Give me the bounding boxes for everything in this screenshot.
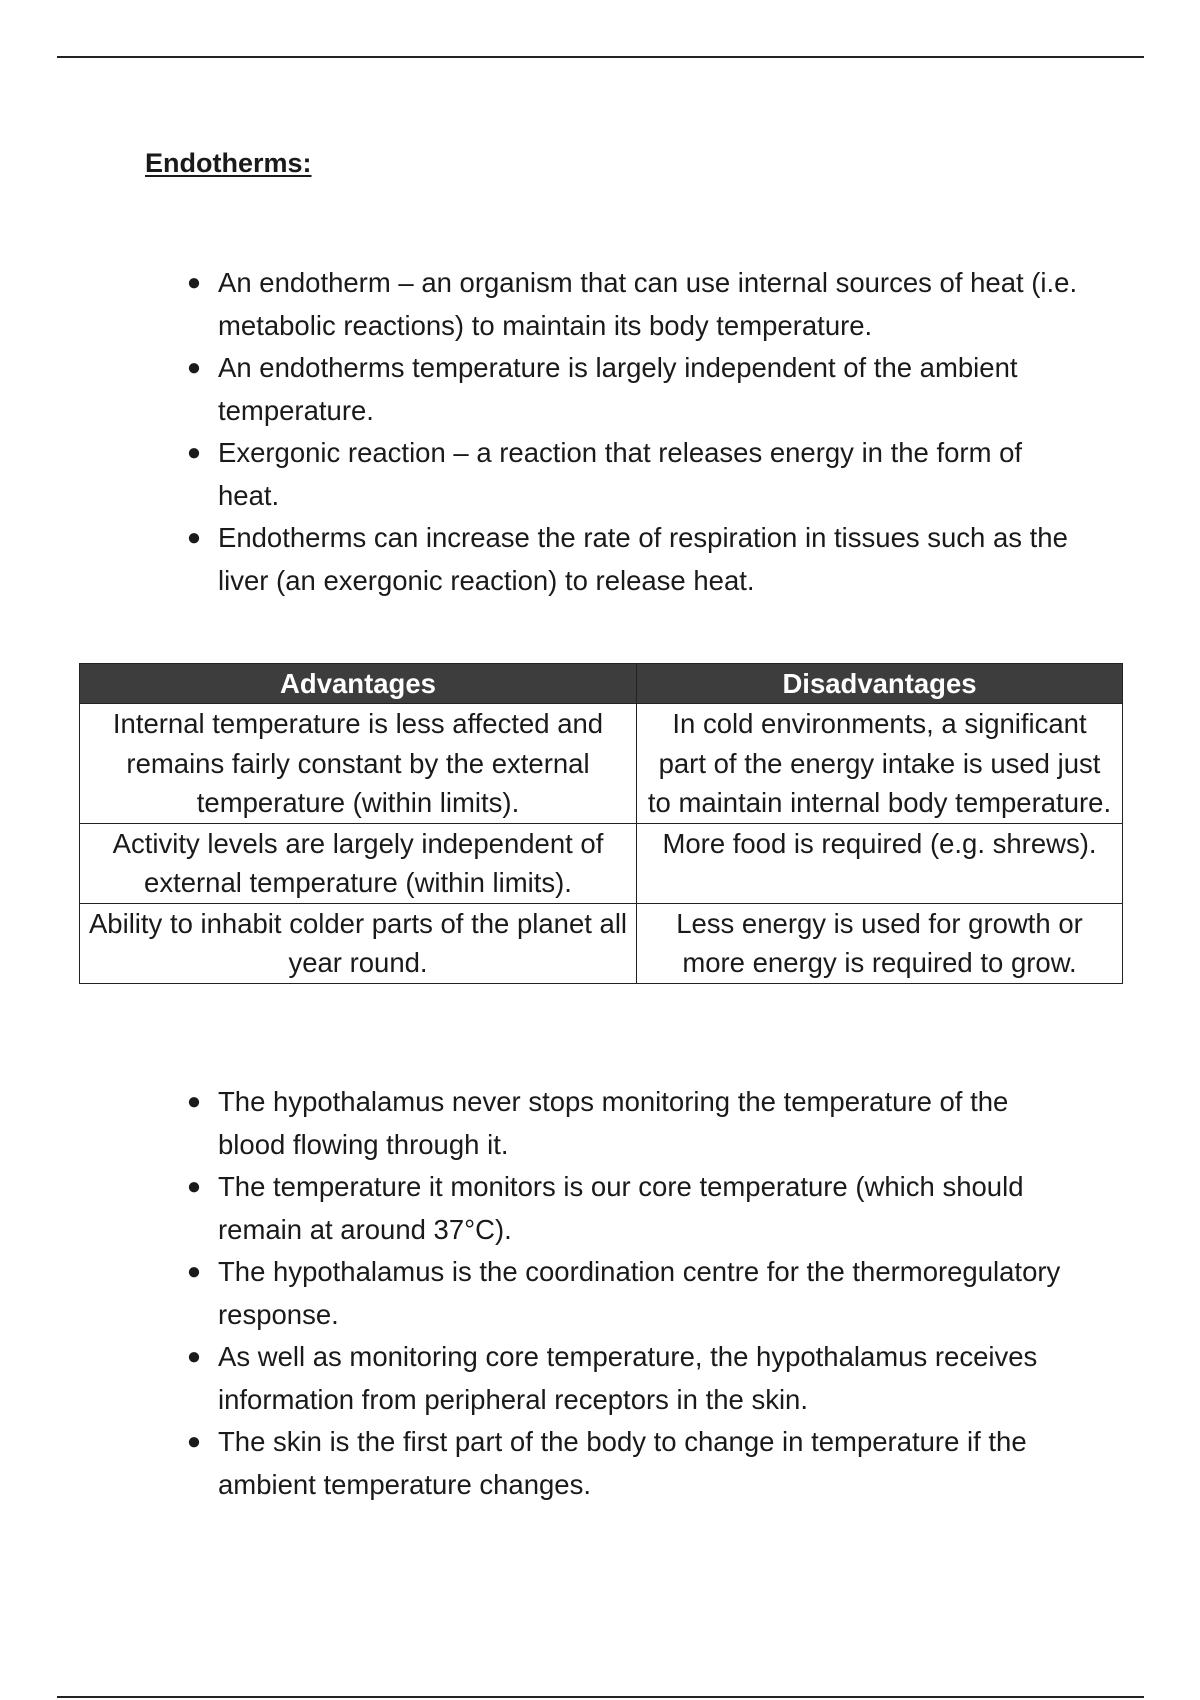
advantage-cell: Internal temperature is less affected and remains fairly constant by the external temperature (within limits).	[80, 704, 637, 824]
advantages-disadvantages-table	[79, 663, 1123, 984]
bullet-icon: ●	[186, 1173, 202, 1200]
disadvantage-cell: Less energy is used for growth or more energy is required to grow.	[637, 903, 1123, 983]
bullet-text: The hypothalamus never stops monitoring the temperature of the blood flowing through it.	[218, 1086, 1009, 1160]
table-row	[80, 823, 1123, 903]
bullet-icon: ●	[186, 524, 202, 551]
bullet-text: An endotherms temperature is largely independent of the ambient temperature.	[218, 352, 1018, 426]
bullet-text: Exergonic reaction – a reaction that releases energy in the form of heat.	[218, 437, 1023, 511]
header-advantages: Advantages	[80, 664, 637, 704]
table-row	[80, 704, 1123, 824]
bullet-text: The hypothalamus is the coordination centre for the thermoregulatory response.	[218, 1256, 1061, 1330]
list-item	[186, 1251, 1078, 1336]
bullet-text: As well as monitoring core temperature, the hypothalamus receives information from peripheral receptors in the skin.	[218, 1341, 1038, 1415]
list-item	[186, 432, 1078, 517]
bullet-icon: ●	[186, 354, 202, 381]
bullet-icon: ●	[186, 1258, 202, 1285]
header-disadvantages: Disadvantages	[637, 664, 1123, 704]
bullet-text: An endotherm – an organism that can use internal sources of heat (i.e. metabolic reactions) to maintain its body temperature.	[218, 267, 1078, 341]
list-item	[186, 262, 1078, 347]
table-row	[80, 903, 1123, 983]
bullet-text: The temperature it monitors is our core temperature (which should remain at around 37°C).	[218, 1171, 1024, 1245]
bullet-icon: ●	[186, 439, 202, 466]
list-item	[186, 1081, 1078, 1166]
bullet-text: The skin is the first part of the body to change in temperature if the ambient temperature changes.	[218, 1426, 1027, 1500]
list-item	[186, 347, 1078, 432]
table-header-row	[80, 664, 1123, 704]
bullet-list-top	[186, 262, 1078, 602]
bullet-text: Endotherms can increase the rate of respiration in tissues such as the liver (an exergonic reaction) to release heat.	[218, 522, 1068, 596]
list-item	[186, 1421, 1078, 1506]
disadvantage-cell: More food is required (e.g. shrews).	[637, 823, 1123, 903]
bullet-icon: ●	[186, 269, 202, 296]
list-item	[186, 1166, 1078, 1251]
bullet-list-bottom	[186, 1081, 1078, 1506]
top-rule	[57, 56, 1144, 58]
bullet-icon: ●	[186, 1343, 202, 1370]
advantage-cell: Ability to inhabit colder parts of the planet all year round.	[80, 903, 637, 983]
bottom-rule	[57, 1696, 1144, 1698]
disadvantage-cell: In cold environments, a significant part of the energy intake is used just to maintain internal body temperature.	[637, 704, 1123, 824]
bullet-icon: ●	[186, 1428, 202, 1455]
advantage-cell: Activity levels are largely independent of external temperature (within limits).	[80, 823, 637, 903]
page-heading: Endotherms:	[145, 148, 312, 178]
bullet-icon: ●	[186, 1088, 202, 1115]
list-item	[186, 517, 1078, 602]
list-item	[186, 1336, 1078, 1421]
